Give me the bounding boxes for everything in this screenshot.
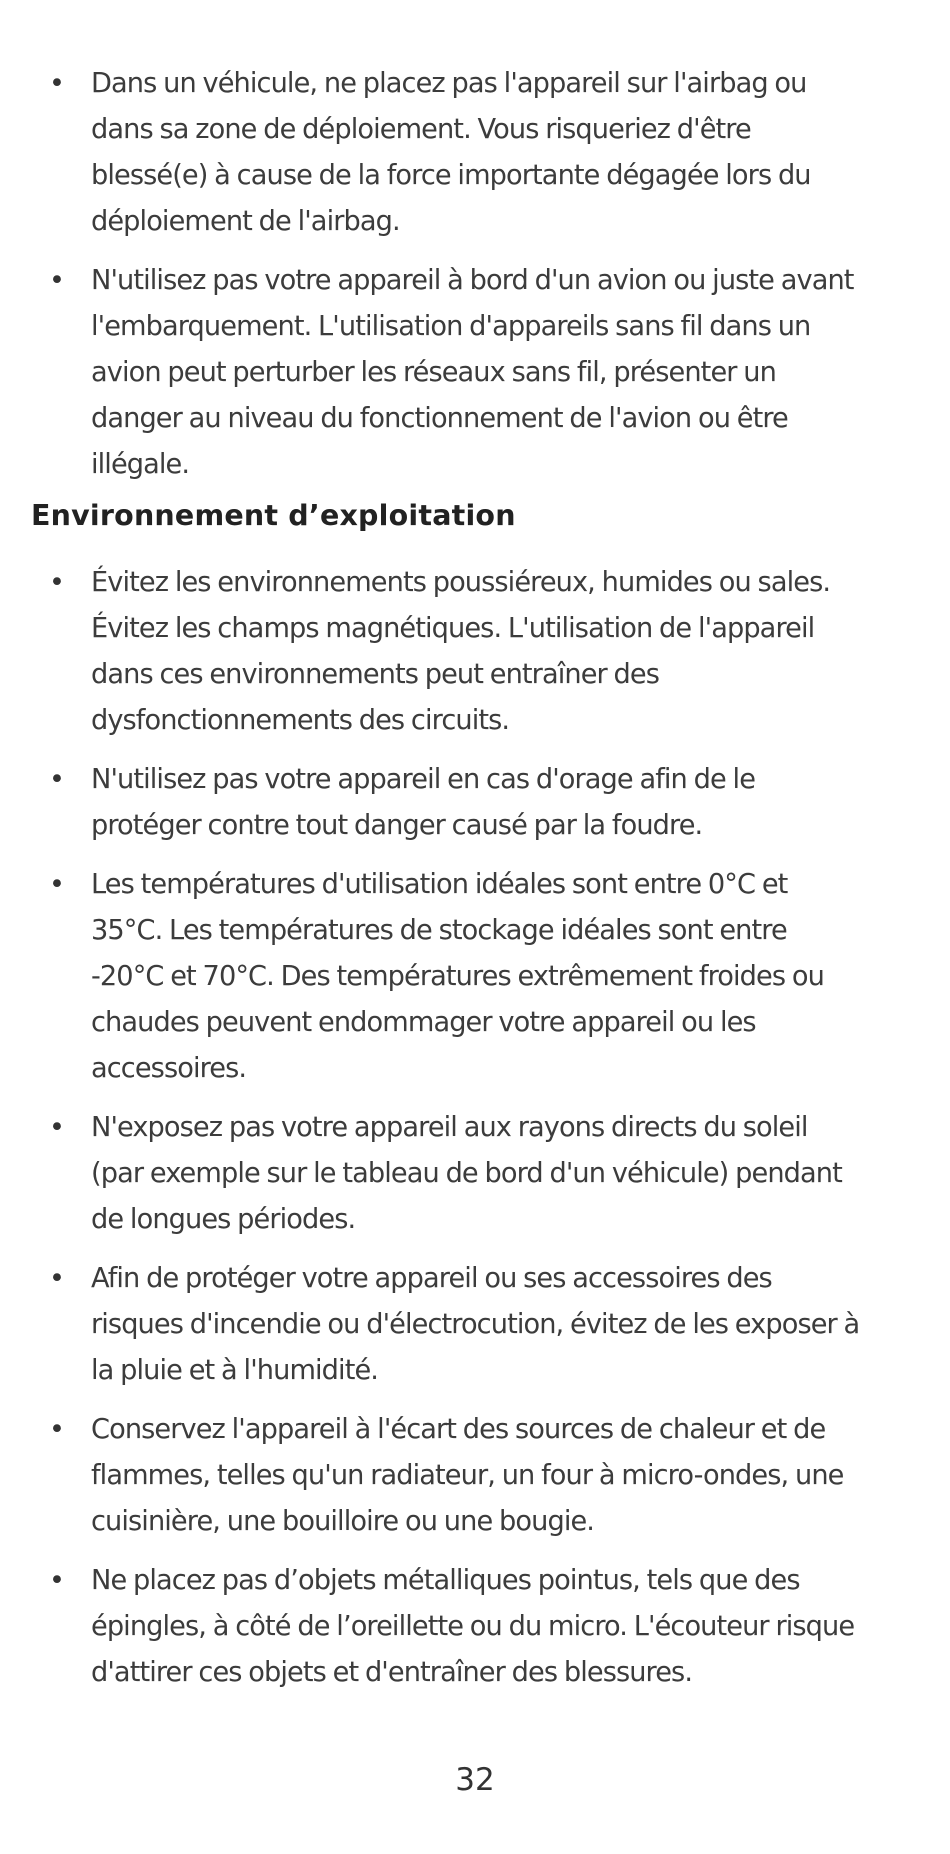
- section-bullet-list: [0, 560, 950, 1709]
- bullet-text: Conservez l'appareil à l'écart des sources de chaleur et de flammes, telles qu'un radiateur, un four à micro-ondes, une cuisinière, une bouilloire ou une bougie.: [91, 1414, 844, 1537]
- bullet-marker: •: [49, 1565, 65, 1596]
- bullet-item-storm: [0, 757, 950, 849]
- bullet-item-airplane: [0, 258, 950, 488]
- bullet-marker: •: [49, 567, 65, 598]
- bullet-text: N'utilisez pas votre appareil à bord d'un avion ou juste avant l'embarquement. L'utilisation d'appareils sans fil dans un avion peut perturber les réseaux sans fil, présenter un danger au niveau du fonctionnement de l'avion ou être illégale.: [91, 265, 854, 480]
- bullet-marker: •: [49, 1414, 65, 1445]
- bullet-marker: •: [49, 869, 65, 900]
- bullet-text: Évitez les environnements poussiéreux, humides ou sales. Évitez les champs magnétiques. L'utilisation de l'appareil dans ces environnements peut entraîner des dysfonctionnements des circuits.: [91, 567, 831, 736]
- bullet-item-sunlight: [0, 1105, 950, 1243]
- bullet-marker: •: [49, 1263, 65, 1294]
- page-number: 32: [455, 1762, 495, 1798]
- bullet-text: Dans un véhicule, ne placez pas l'appareil sur l'airbag ou dans sa zone de déploiement. Vous risqueriez d'être blessé(e) à cause de la force importante dégagée lors du déploiement de l'airbag.: [91, 68, 811, 237]
- bullet-marker: •: [49, 1112, 65, 1143]
- bullet-marker: •: [49, 265, 65, 296]
- bullet-item-dust: [0, 560, 950, 744]
- bullet-marker: •: [49, 764, 65, 795]
- bullet-item-metal: [0, 1558, 950, 1696]
- bullet-text: Les températures d'utilisation idéales sont entre 0°C et 35°C. Les températures de stockage idéales sont entre -20°C et 70°C. Des températures extrêmement froides ou chaudes peuvent endommager votre appareil ou les accessoires.: [91, 869, 824, 1084]
- bullet-item-rain: [0, 1256, 950, 1394]
- bullet-text: Ne placez pas d’objets métalliques pointus, tels que des épingles, à côté de l’oreillette ou du micro. L'écouteur risque d'attirer ces objets et d'entraîner des blessures.: [91, 1565, 855, 1688]
- bullet-text: Afin de protéger votre appareil ou ses accessoires des risques d'incendie ou d'électrocution, évitez de les exposer à la pluie et à l'humidité.: [91, 1263, 860, 1386]
- bullet-item-heat: [0, 1407, 950, 1545]
- bullet-item-temperature: [0, 862, 950, 1092]
- section-heading: Environnement d’exploitation: [31, 499, 516, 532]
- bullet-text: N'utilisez pas votre appareil en cas d'orage afin de le protéger contre tout danger causé par la foudre.: [91, 764, 756, 841]
- bullet-text: N'exposez pas votre appareil aux rayons directs du soleil (par exemple sur le tableau de bord d'un véhicule) pendant de longues périodes.: [91, 1112, 842, 1235]
- bullet-marker: •: [49, 68, 65, 99]
- bullet-item-airbag: [0, 61, 950, 245]
- intro-bullet-list: [0, 61, 950, 501]
